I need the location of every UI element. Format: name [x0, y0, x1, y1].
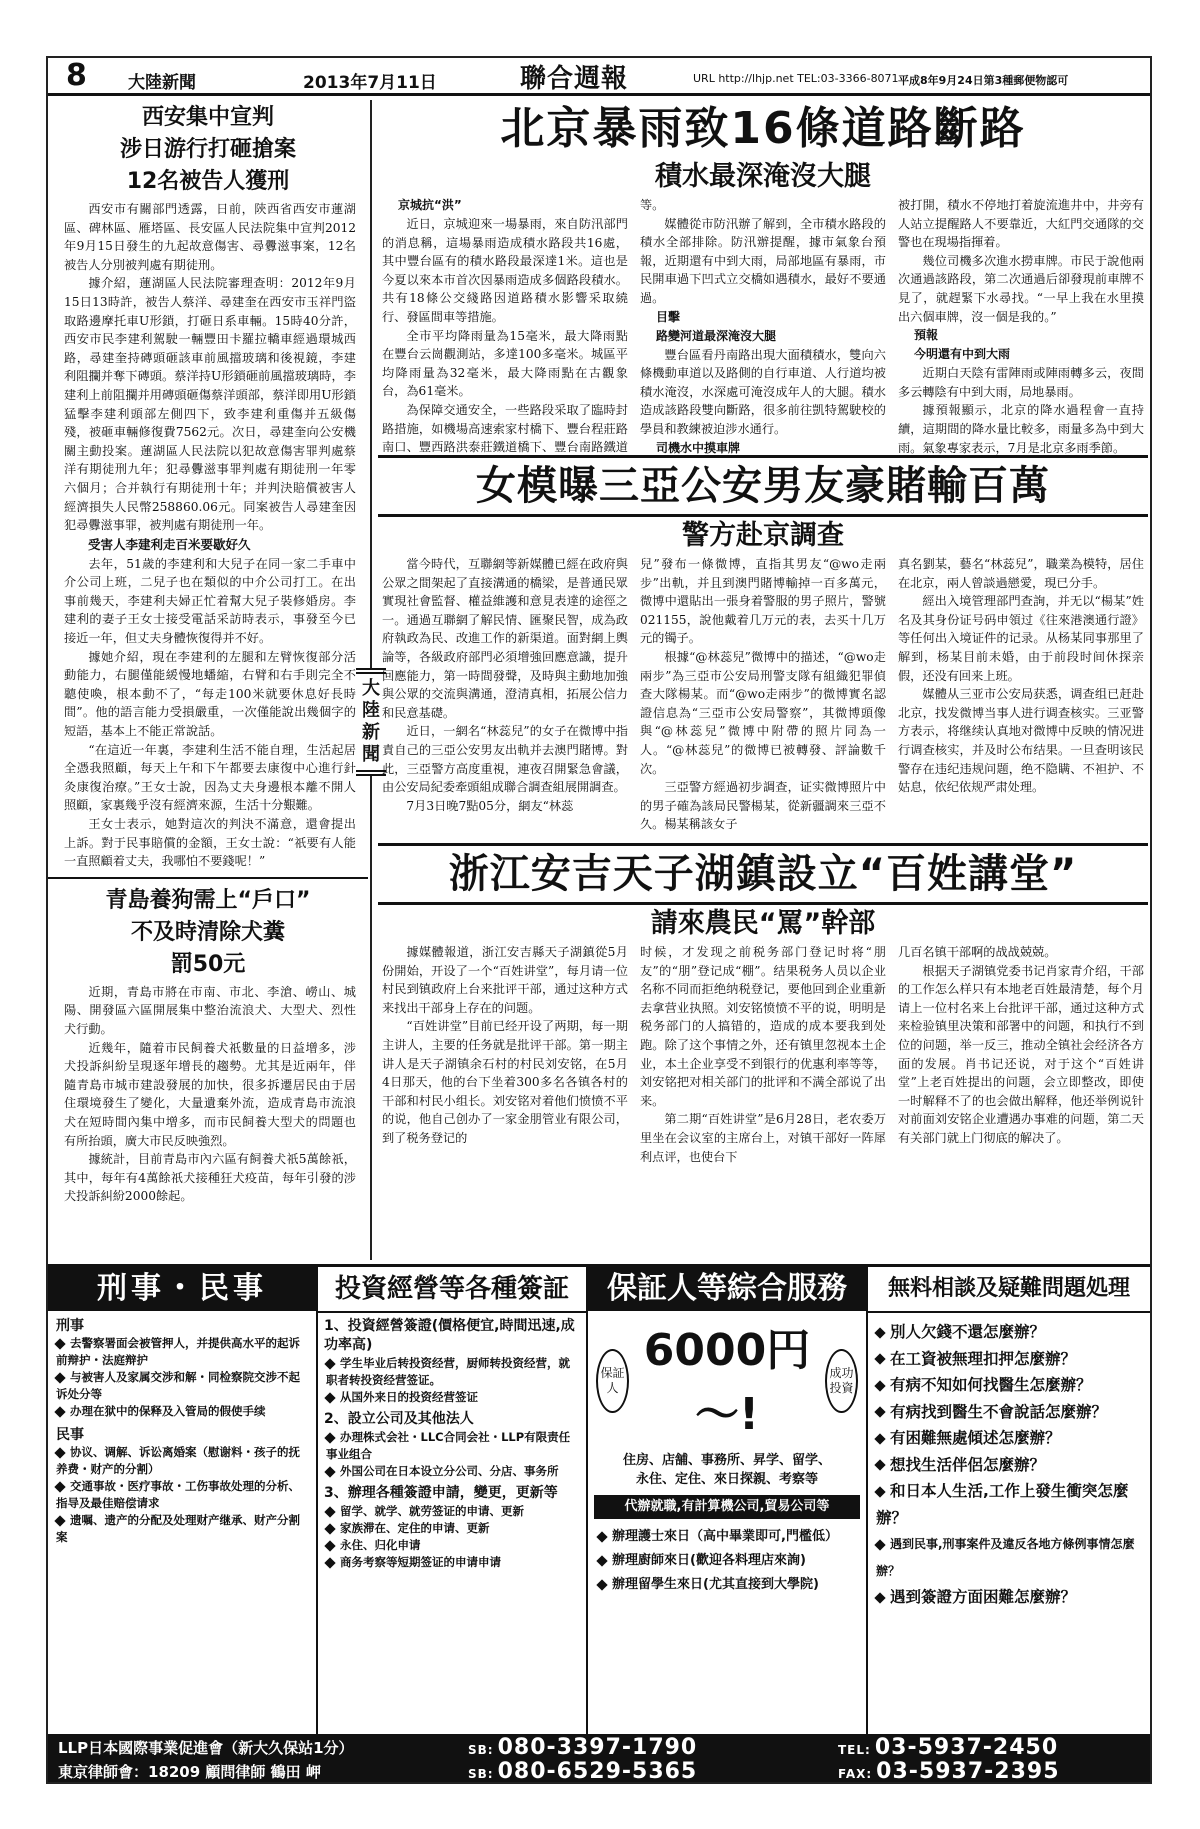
ad-list — [318, 1355, 586, 1406]
ad-list-item: 想找生活伴侶怎麼辦？ — [876, 1452, 1142, 1479]
diamond-bullet-icon — [54, 1372, 65, 1383]
article-beijing-rain — [378, 100, 1148, 455]
diamond-bullet-icon — [874, 1327, 885, 1338]
article-columns — [378, 196, 1148, 455]
article-paragraph: 兒”發布一條微博，直指其男友“@wo走兩步”出軌，并且到澳門賭博輸掉一百多萬元，微博中還貼出一張身着警服的男子照片，警號021155，說他戴着几万元的表，去买十几万元的镯子。 — [640, 557, 886, 646]
ad-list — [868, 1313, 1150, 1617]
article-paragraph: 為保障交通安全，一些路段采取了臨時封路措施，如機場高速索家村橋下、豐台程莊路南口、豐西路洪泰莊鐵道橋下、豐台南路鐵道 — [382, 402, 628, 455]
diamond-bullet-icon — [324, 1432, 335, 1443]
ad-list-item: 遇到簽證方面困難怎麼辦？ — [876, 1584, 1142, 1611]
ad-group-label: 民事 — [56, 1427, 84, 1443]
ad-list-item: 辦理廚師來日(歡迎各料理店來詢) — [598, 1549, 856, 1573]
ad-criminal-civil — [48, 1267, 318, 1734]
masthead: 聯合週報 — [520, 64, 629, 94]
ad-list-item: 外国公司在日本设立分公司、分店、事务所 — [326, 1463, 578, 1480]
diamond-bullet-icon — [324, 1557, 335, 1568]
article-subhead: 目擊 — [656, 309, 681, 324]
contact-url: URL http://lhjp.net TEL:03-3366-8071 — [693, 72, 899, 85]
text-column — [640, 555, 886, 834]
newspaper-page — [46, 56, 1152, 1784]
ad-list-item: 有困難無處傾述怎麼辦？ — [876, 1425, 1142, 1452]
page-header — [48, 58, 1150, 96]
ad-title: 保証人等綜合服務 — [588, 1267, 866, 1311]
article-columns — [378, 555, 1148, 834]
text-column — [898, 943, 1144, 1166]
diamond-bullet-icon — [54, 1447, 65, 1458]
diamond-bullet-icon — [874, 1353, 885, 1364]
text-column — [640, 196, 886, 455]
ad-list — [48, 1335, 316, 1420]
ad-list — [48, 1444, 316, 1546]
ad-list-item: 留学、就学、就劳签证的申请、更新 — [326, 1503, 578, 1520]
article-paragraph: 據預報顯示，北京的降水過程會一直持續，這期間的降水量比較多，雨量多為中到大雨。氣象專家表示，7月是北京多雨季節。 — [898, 403, 1144, 455]
ad-list-item: 办理株式会社・LLC合同会社・LLP有限责任事业组合 — [326, 1430, 571, 1461]
diamond-bullet-icon — [324, 1506, 335, 1517]
ad-list-item: 辦理護士來日（高中畢業即可,門檻低） — [598, 1525, 856, 1549]
ad-info: 住房、店舗、事務所、昇学、留学、 永住、定住、來日探親、考察等 — [622, 1453, 831, 1487]
article-body: 西安市有關部門透露，日前，陝西省西安市蓮湖區、碑林區、雁塔區、長安區人民法院集中宣判2012年9月15日發生的九起故意傷害、尋釁滋事案，12名被告人分別被判處有期徒刑。 據介紹，蓮湖區人民法院審理查明：2012年9月15日13時許，被告人蔡洋、尋建奎在西安市玉祥門盜取路邊摩托車U形鎖，打砸日系車輛。15時40分許，西安市民李建利駕駛一輛豐田卡羅拉轎車經過環城西路，尋建奎持磚頭砸該車前風擋玻璃和後視鏡，李建利阻攔并奪下磚頭。蔡洋持U形鎖砸前風擋玻璃時，李建利上前阻攔并用磚頭砸傷蔡洋頭部，蔡洋即用U形鎖猛擊李建利頭部左側四下，致李建利重傷并五級傷殘，被砸車輛修復費7562元。次日，尋建奎向公安機關主動投案。蓮湖區人民法院以犯故意傷害罪判處蔡洋有期徒刑九年；犯尋釁滋事罪判處有期徒刑一年零六個月；合并執行有期徒刑十年；并判決賠償被害人經濟損失人民幣258860.06元。同案被告人尋建奎因犯尋釁滋事罪，被判處有期徒刑一年。 — [64, 202, 356, 533]
article-subhead: 預報 — [914, 328, 939, 343]
ad-list-item: 有病找到醫生不會說話怎麼辦？ — [876, 1399, 1142, 1426]
article-body: 近期，青島市將在市南、市北、李滄、嶗山、城陽、開發區六區開展集中整治流浪犬、大型犬、烈性犬行動。 近幾年，隨着市民飼養犬祇數量的日益增多，涉犬投訴糾紛呈現逐年增長的趨勢。尤其是近兩年，伴隨青島市城市建設發展的加快，很多拆遷居民由于居住環境發生了變化，大量遺棄外流，造成青島市流浪犬在短時間內集中增多，而市民飼養大型犬的問題也有所抬頭，廣大市民反映強烈。 據統計，目前青島市內六區有飼養犬祇5萬餘祇，其中，每年有4萬餘祇犬接種狂犬疫苗，每年引發的涉犬投訴糾紛2000餘起。 — [64, 984, 356, 1204]
subheadline-beijing: 積水最深淹沒大腿 — [655, 161, 871, 192]
footer-tel: TEL: 03-5937-2450 — [838, 1735, 1059, 1760]
article-paragraph: 根据天子湖镇党委书记肖家青介绍，干部的工作怎么样只有本地老百姓最清楚，每个月请上一位村名来上台批评干部，通过这种方式来检验镇里决策和部署中的问题，和执行不到位的问题，举一反三，推动全镇社会经济各方面的发展。肖书记还说，对于这个“百姓讲堂”上老百姓提出的问题，会立即整改，即使一时解释不了的也会做出解释，他还举例说针对前面刘安铭企业遭遇办事难的问题，第二天有关部门就上门彻底的解决了。 — [898, 963, 1144, 1145]
ad-price-row — [588, 1311, 866, 1451]
article-paragraph: 據媒體報道，浙江安吉縣天子湖鎮從5月份開始，开设了一个“百姓讲堂”，每月请一位村民到镇政府上台来批评干部，通过这种方式来找出干部身上存在的问题。 — [382, 945, 628, 1015]
article-subhead: 路變河道最深淹沒大腿 — [656, 328, 777, 343]
ad-list-item: 別人欠錢不還怎麼辦？ — [876, 1319, 1142, 1346]
ad-list-item: 和日本人生活,工作上發生衝突怎麼辦？ — [876, 1482, 1129, 1527]
text-column — [640, 943, 886, 1166]
article-paragraph: 當今時代，互聯網等新媒體已經在政府與公眾之間架起了直接溝通的橋梁，是普通民眾實現社會監督、權益維護和意見表達的途徑之一。通過互聯網了解民情、匯聚民智，成為政府執政為民、改進工作的新渠道。面對網上輿論等，各級政府部門必須增強回應意識，提升回應能力，第一時間發聲，及時與主動地加強與公眾的交流與溝通，澄清真相，拓展公信力和民意基礎。 — [382, 557, 628, 720]
article-xian — [48, 102, 368, 871]
ad-group-label: 3、辦理各種簽證申請，變更，更新等 — [324, 1485, 558, 1501]
issue-date: 2013年7月11日 — [303, 73, 437, 93]
ad-list-item: 从国外来日的投资经营签证 — [326, 1389, 578, 1406]
section-name: 大陸新聞 — [128, 73, 196, 93]
left-column — [48, 100, 368, 1260]
headline-xian: 西安集中宣判 涉日游行打砸搶案 12名被告人獲刑 — [119, 105, 296, 194]
advertisement-band — [48, 1264, 1150, 1734]
diamond-bullet-icon — [324, 1540, 335, 1551]
subheadline-anji: 請來農民“罵”幹部 — [650, 908, 876, 939]
headline-beijing: 北京暴雨致16條道路斷路 — [500, 103, 1026, 154]
article-body: 去年，51歲的李建利和大兒子在同一家二手車中介公司上班，二兒子也在類似的中介公司打工。在出事前幾天，李建利夫婦正忙着幫大兒子裝修婚房。李建利的妻子王女士接受電話采訪時表示，事發至今已接近一年，但丈夫身體恢復得并不好。 據她介紹，現在李建利的左腿和左臂恢復部分活動能力，右腿僅能緩慢地蟠縮，右臂和右手則完全不聽使喚，根本動不了，“每走100米就要休息好長時間”。他的語言能力受損嚴重，一次僅能說出幾個字的短語，基本上不能正常說話。 “在這近一年裏，李建利生活不能自理，生活起居全憑我照顧，每天上午和下午都要去康復中心進行針灸康復治療。”王女士說，因為丈夫身邊根本離不開人照顧，家裏幾乎沒有經濟來源，生活十分艱難。 王女士表示，她對這次的判決不滿意，還會提出上訴。對于民事賠償的金額，王女士說：“祇要有人能一直照顧着丈夫，我哪怕不要錢呢！” — [64, 556, 356, 869]
ad-title: 刑事・民事 — [48, 1267, 316, 1311]
article-subhead: 受害人李建利走百米要歇好久 — [88, 536, 251, 552]
diamond-bullet-icon — [324, 1392, 335, 1403]
article-subhead: 司機水中摸車牌 — [656, 440, 741, 455]
article-paragraph: 近期白天陰有雷陣雨或陣雨轉多云，夜間多云轉陰有中到大雨，局地暴雨。 — [898, 366, 1144, 399]
ad-group-label: 刑事 — [56, 1318, 84, 1334]
ad-list-item: 永住、归化申请 — [326, 1537, 578, 1554]
postal-permit: 平成8年9月24日第3種郵便物認可 — [898, 74, 1069, 87]
diamond-bullet-icon — [874, 1459, 885, 1470]
success-badge: 成功投資 — [825, 1349, 858, 1413]
footer-sb-phone-1: SB: 080-3397-1790 — [468, 1735, 698, 1760]
diamond-bullet-icon — [874, 1539, 885, 1550]
ad-free-consult — [868, 1267, 1150, 1734]
footer-org: LLP日本國際事業促進會（新大久保站1分） — [58, 1739, 354, 1757]
article-paragraph: “百姓讲堂”目前已经开设了两期，每一期主讲人，主要的任务就是批评干部。第一期主讲人是天子湖镇余石村的村民刘安铭，在5月4日那天，他的台下坐着300多名各镇各村的干部和村民小组长。刘安铭对着他们愤愤不平的说，他自己创办了一家金朋管业有限公司，到了税务登记的 — [382, 1019, 628, 1145]
article-anji — [378, 843, 1148, 1258]
ad-list-item: 协议、调解、诉讼离婚案（慰谢料・孩子的抚养费・财产的分割） — [56, 1445, 300, 1476]
article-paragraph: 幾位司機多次進水撈車牌。市民于說他兩次通過該路段，第二次通過后卻發現前車牌不見了，就趕緊下水尋找。“一早上我在水里摸出六個車牌，沒一個是我的。” — [898, 253, 1144, 324]
article-subhead: 今明還有中到大雨 — [914, 347, 1011, 362]
text-column — [898, 196, 1144, 455]
diamond-bullet-icon — [324, 1466, 335, 1477]
text-column — [898, 555, 1144, 834]
diamond-bullet-icon — [874, 1406, 885, 1417]
section-side-tag: 大陸新聞 — [356, 668, 386, 776]
article-paragraph: 根據“@林蕊兒”微博中的描述，“@wo走兩步”為三亞市公安局刑警支隊有組織犯罪偵查大隊楊某。而“@wo走兩步”的微博實名認證信息為“三亞市公安局警察”，其微博頭像與“@林蕊兒”微博中附帶的照片同為一人。“@林蕊兒”的微博已被轉發、評論數千次。 — [640, 649, 886, 776]
article-qingdao — [48, 885, 368, 1206]
article-paragraph: 7月3日晚7點05分，網友“林蕊 — [406, 798, 574, 813]
article-paragraph: 近日，一網名“林蕊兒”的女子在微博中指責自己的三亞公安男友出軌并去澳門賭博。對此，三亞警方高度重視，連夜召開緊急會議，由公安局紀委牽頭組成聯合調查組展開調查。 — [382, 724, 628, 795]
ad-title: 無料相談及疑難問題処理 — [868, 1267, 1150, 1313]
diamond-bullet-icon — [54, 1406, 65, 1417]
diamond-bullet-icon — [596, 1579, 607, 1590]
diamond-bullet-icon — [54, 1481, 65, 1492]
ad-list-item: 办理在狱中的保释及入管局的假使手续 — [56, 1403, 308, 1420]
diamond-bullet-icon — [874, 1380, 885, 1391]
article-paragraph: 三亞警方經過初步調查，证实微博照片中的男子確為該局民警楊某，從新疆調來三亞不久。楊某稱該女子 — [640, 780, 886, 832]
headline-anji: 浙江安吉天子湖鎮設立“百姓講堂” — [378, 843, 1148, 905]
article-paragraph: 媒體从三亚市公安局获悉，调查组已赶赴北京，找发微博当事人进行调查核实。三亚警方表示，将继续认真地对微博中反映的情况进行调查核实，并及时公布结果。一旦查明该民警存在违纪违规问题，绝不隐瞒、不袒护、不姑息，依纪依规严肃处理。 — [898, 687, 1144, 795]
footer-sb-phone-2: SB: 080-6529-5365 — [468, 1759, 698, 1784]
article-paragraph: 近日，京城迎來一場暴雨，來自防汛部門的消息稱，這場暴雨造成積水路段共16處，其中豐台區有的積水路段最深達1米。這也是今夏以來本市首次因暴雨造成多個路段積水。共有18條公交綫路因道路積水影響采取繞行、發區間車等措施。 — [382, 217, 628, 324]
diamond-bullet-icon — [54, 1515, 65, 1526]
article-paragraph: 真名劉某，藝名“林蕊兒”，職業為模特，居住在北京，兩人曾談過戀愛，現已分手。 — [898, 557, 1144, 590]
ad-guarantor — [588, 1267, 868, 1734]
diamond-bullet-icon — [874, 1486, 885, 1497]
ad-list-item: 家族滞在、定住的申请、更新 — [326, 1520, 578, 1537]
ad-list-item: 交通事故・医疗事故・工伤事故处理的分析、指导及最佳赔偿请求 — [56, 1479, 300, 1510]
footer-lawyer: 東京律師會：18209 顧問律師 鶴田 岬 — [58, 1763, 321, 1781]
article-paragraph: 全市平均降雨量為15毫米，最大降雨點在豐台云崗觀測站，多達100多毫米。城區平均降雨量為32毫米，最大降雨點在古觀象台，為61毫米。 — [382, 328, 628, 399]
headline-qingdao: 青島養狗需上“戶口” 不及時清除犬糞 罰50元 — [105, 887, 311, 977]
diamond-bullet-icon — [874, 1592, 885, 1603]
diamond-bullet-icon — [324, 1358, 335, 1369]
footer-fax: FAX: 03-5937-2395 — [838, 1759, 1060, 1784]
diamond-bullet-icon — [596, 1531, 607, 1542]
subheadline-sanya: 警方赴京調查 — [682, 520, 844, 551]
page-number: 8 — [66, 58, 87, 93]
article-paragraph: 第二期“百姓讲堂”是6月28日，老农委万里坐在会议室的主席台上，对镇干部好一阵犀利点评，也使台下 — [640, 1112, 886, 1164]
ad-visa — [318, 1267, 588, 1734]
ad-list — [318, 1429, 586, 1480]
ad-list-item: 遇到民事,刑事案件及違反各地方條例事情怎麼辦？ — [876, 1537, 1135, 1578]
ad-list-item: 在工資被無理扣押怎麼辦？ — [876, 1346, 1142, 1373]
article-paragraph: 等。 — [640, 198, 665, 212]
footer-bar — [48, 1734, 1150, 1784]
diamond-bullet-icon — [596, 1555, 607, 1566]
text-column — [382, 196, 628, 455]
diamond-bullet-icon — [324, 1523, 335, 1534]
article-paragraph: 被打開，積水不停地打着旋流進井中，井旁有人站立提醒路人不要靠近，大紅門交通隊的交警也在現場指揮着。 — [898, 198, 1144, 250]
ad-list — [318, 1503, 586, 1571]
ad-price: 6000円～! — [643, 1325, 811, 1440]
article-paragraph: 經出入境管理部門查詢，并无以“楊某”姓名及其身份证号码申領过《往來港澳通行證》等任何出入境证件的记录。从杨某同事那里了解到，杨某目前未婚，由于前段时间休探亲假，还没有回来上班。 — [898, 594, 1144, 683]
article-paragraph: 几百名镇干部啊的战战兢兢。 — [898, 945, 1057, 959]
guarantor-badge: 保証人 — [596, 1349, 629, 1413]
diamond-bullet-icon — [54, 1338, 65, 1349]
ad-list — [588, 1525, 866, 1597]
ad-group-label: 1、投資經營簽證(價格便宜,時間迅速,成功率高) — [324, 1318, 575, 1353]
ad-list-item: 辦理留學生來日(尤其直接到大學院) — [598, 1573, 856, 1597]
article-paragraph: 豐台區看丹南路出現大面積積水，雙向六條機動車道以及路側的自行車道、人行道均被積水淹沒，水深處可淹沒成年人的大腿。積水造成該路段雙向斷路，很多前往凱特駕駛校的學員和教練被迫涉水通行。 — [640, 347, 886, 436]
diamond-bullet-icon — [874, 1433, 885, 1444]
text-column — [382, 943, 628, 1166]
ad-list-item: 去警察署面会被管押人，并提供高水平的起诉前辩护・法庭辩护 — [56, 1336, 300, 1367]
text-column — [382, 555, 628, 834]
article-paragraph: 媒體從市防汛辦了解到，全市積水路段的積水全部排除。防汛辦提醒，據市氣象台預報，近期還有中到大雨，局部地區有暴雨，市民開車過下凹式立交橋如遇積水，最好不要通過。 — [640, 216, 886, 305]
ad-group-label: 2、設立公司及其他法人 — [324, 1411, 474, 1427]
article-columns — [378, 943, 1148, 1166]
divider — [48, 877, 368, 879]
ad-title: 投資經營等各種簽証 — [318, 1267, 586, 1313]
article-subhead: 京城抗“洪” — [398, 198, 462, 212]
ad-list-item: 遗嘱、遗产的分配及处理财产继承、财产分割案 — [56, 1513, 300, 1544]
headline-sanya: 女模曝三亞公安男友豪賭輸百萬 — [378, 455, 1148, 517]
ad-bar: 代辦就職,有計算機公司,貿易公司等 — [594, 1495, 860, 1519]
ad-list-item: 与被害人及家属交涉和解・同检察院交涉不起诉处分等 — [56, 1370, 300, 1401]
right-area — [378, 100, 1148, 1260]
ad-list-item: 学生毕业后转投资经营，厨师转投资经营，就职者转投资经营签证。 — [326, 1356, 570, 1387]
ad-list-item: 有病不知如何找醫生怎麼辦？ — [876, 1372, 1142, 1399]
article-paragraph: 时候，才发现之前税务部门登记时将“朋友”的“朋”登记成“棚”。结果税务人员以企业名称不同而拒绝纳税登记，要他回到企业重新去拿营业执照。刘安铭愤愤不平的说，明明是税务部门的人搞错的，造成的成本要我到处跑。除了这个事情之外，还有镇里忽视本土企业，本土企业享受不到银行的优惠利率等等，刘安铭把对相关部门的批评和不满全部说了出来。 — [640, 945, 886, 1108]
article-sanya — [378, 455, 1148, 843]
ad-list-item: 商务考察等短期签证的申请申请 — [326, 1554, 578, 1571]
